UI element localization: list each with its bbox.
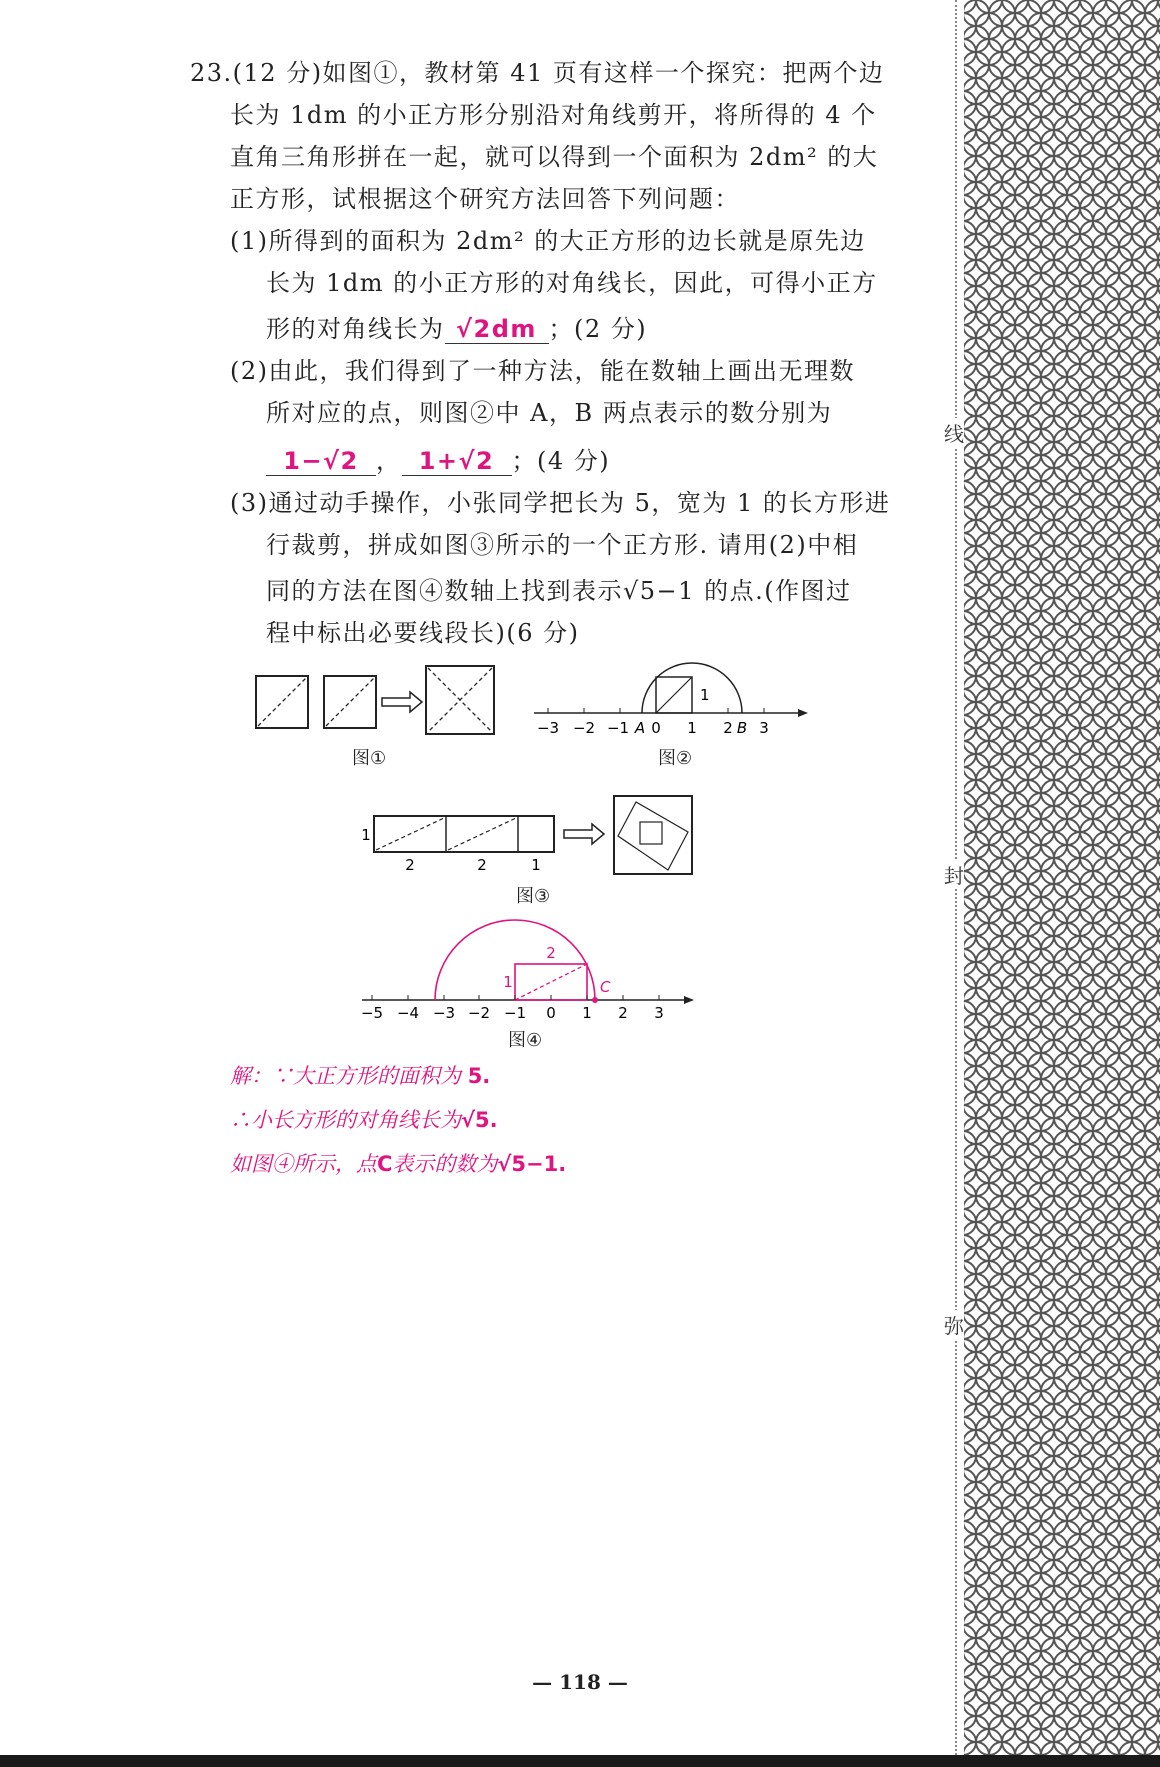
- bottom-bar: [0, 1755, 1160, 1767]
- fig3-label-width: 1: [361, 826, 371, 844]
- margin-label-line: 线: [944, 418, 964, 447]
- fig4-tick-3: 3: [654, 1004, 664, 1022]
- part1-line-3-prefix: 形的对角线长为: [266, 315, 445, 343]
- fig4-tick-neg4: −4: [396, 1004, 420, 1022]
- solution-line-1: [230, 1060, 490, 1090]
- part3-line-3: 同的方法在图④数轴上找到表示√5−1 的点.(作图过: [266, 577, 852, 605]
- decorative-margin-pattern: [950, 0, 1160, 1767]
- solution-line-2: [230, 1104, 498, 1134]
- part2-answer-b: 1+√2: [402, 447, 512, 476]
- solution-line-2-text: ∴小长方形的对角线长为: [230, 1108, 461, 1132]
- question-line-4: 正方形，试根据这个研究方法回答下列问题：: [230, 185, 740, 213]
- part2-answer-a: 1−√2: [266, 447, 376, 476]
- part2-line-2: 所对应的点，则图②中 A，B 两点表示的数分别为: [266, 399, 833, 427]
- solution-line-3-value: √5−1.: [497, 1152, 567, 1176]
- part2-comma: ，: [376, 447, 402, 475]
- figure-2-number-line: [530, 655, 810, 743]
- fig2-arrowhead-icon: [798, 709, 808, 717]
- question-line-2: 长为 1dm 的小正方形分别沿对角线剪开，将所得的 4 个: [230, 101, 877, 129]
- fig2-tick-neg1: −1: [606, 719, 630, 737]
- fig2-tick-neg3: −3: [536, 719, 560, 737]
- fig2-tick-1: 1: [687, 719, 697, 737]
- fig3-rectangle: [374, 816, 554, 852]
- fig2-tick-3: 3: [759, 719, 769, 737]
- lattice-pattern: [964, 0, 1160, 1755]
- solution-line-3-point: C: [377, 1152, 393, 1176]
- fig3-diagonal-1: [376, 818, 444, 850]
- fig4-tick-0: 0: [546, 1004, 556, 1022]
- figure-3-diagram: [356, 790, 706, 882]
- part2-line-1: (2)由此，我们得到了一种方法，能在数轴上画出无理数: [230, 357, 855, 385]
- part1-line-3: [266, 314, 647, 344]
- page-number: — 118 —: [532, 1670, 628, 1694]
- part2-line-3-suffix: ；(4 分): [511, 447, 611, 475]
- fig3-diagonal-2: [448, 818, 516, 850]
- part2-line-3: [266, 446, 610, 476]
- part1-line-1: (1)所得到的面积为 2dm² 的大正方形的边长就是原先边: [230, 227, 866, 255]
- fig3-caption: 图③: [516, 886, 551, 907]
- fig2-point-a: A: [634, 719, 646, 737]
- fig2-point-b: B: [736, 719, 748, 737]
- fig4-point-c-dot: [592, 997, 598, 1003]
- part3-line-1: (3)通过动手操作，小张同学把长为 5，宽为 1 的长方形进: [230, 489, 891, 517]
- page-number-value: 118: [559, 1670, 601, 1694]
- fig1-big-diagonal-2: [428, 668, 492, 732]
- question-line-3: 直角三角形拼在一起，就可以得到一个面积为 2dm² 的大: [230, 143, 879, 171]
- fig3-square: [614, 796, 692, 874]
- fig4-arrowhead-icon: [684, 996, 694, 1004]
- fig4-tick-neg5: −5: [360, 1004, 384, 1022]
- fig3-label-len-2: 2: [477, 856, 487, 874]
- fig4-label-width: 1: [503, 973, 513, 991]
- fig4-caption: 图④: [508, 1030, 543, 1051]
- fig4-diagonal: [515, 964, 587, 1000]
- fig4-point-c-label: C: [600, 978, 611, 996]
- margin-label-closure: 弥: [944, 1310, 964, 1339]
- fig2-side-label: 1: [700, 686, 710, 704]
- fig1-arrow-icon: [382, 692, 422, 712]
- fig2-tick-neg2: −2: [572, 719, 596, 737]
- fig3-arrow-icon: [564, 824, 604, 844]
- figure-4-number-line: [358, 910, 698, 1025]
- solution-line-1-text: 解：∵大正方形的面积为: [230, 1064, 461, 1088]
- part1-answer: √2dm: [445, 315, 549, 344]
- fig2-tick-0: 0: [651, 719, 661, 737]
- fig4-label-length: 2: [546, 944, 556, 962]
- question-line-1: 23.(12 分)如图①，教材第 41 页有这样一个探究：把两个边: [190, 59, 885, 87]
- part3-line-2: 行裁剪，拼成如图③所示的一个正方形. 请用(2)中相: [266, 531, 859, 559]
- fig4-tick-neg1: −1: [503, 1004, 527, 1022]
- margin-label-seal: 封: [944, 860, 964, 889]
- fig1-caption: 图①: [352, 748, 387, 769]
- fig4-rectangle: [515, 964, 587, 1000]
- solution-line-3-text: 如图④所示，点: [230, 1152, 377, 1176]
- solution-line-1-value: 5.: [467, 1064, 491, 1088]
- solution-line-2-value: √5.: [461, 1108, 498, 1132]
- part1-line-3-suffix: ；(2 分): [548, 315, 648, 343]
- fig3-inner-shape: [618, 802, 688, 870]
- fig4-tick-2: 2: [618, 1004, 628, 1022]
- fig1-diagonal-2: [326, 678, 374, 726]
- solution-line-3: [230, 1148, 566, 1178]
- fig3-inner-square: [640, 822, 662, 844]
- fig2-tick-2: 2: [723, 719, 733, 737]
- fig4-tick-1: 1: [582, 1004, 592, 1022]
- fig4-tick-neg2: −2: [467, 1004, 491, 1022]
- fig3-label-len-3: 1: [531, 856, 541, 874]
- fig1-diagonal-1: [258, 678, 306, 726]
- figure-1-diagram: [250, 660, 510, 740]
- part3-line-4: 程中标出必要线段长)(6 分): [266, 619, 580, 647]
- fig3-label-len-1: 2: [405, 856, 415, 874]
- part1-line-2: 长为 1dm 的小正方形的对角线长，因此，可得小正方: [266, 269, 878, 297]
- solution-line-3-mid: 表示的数为: [392, 1152, 498, 1176]
- fig2-diagonal: [656, 677, 692, 713]
- fig2-caption: 图②: [658, 748, 693, 769]
- fig4-tick-neg3: −3: [432, 1004, 456, 1022]
